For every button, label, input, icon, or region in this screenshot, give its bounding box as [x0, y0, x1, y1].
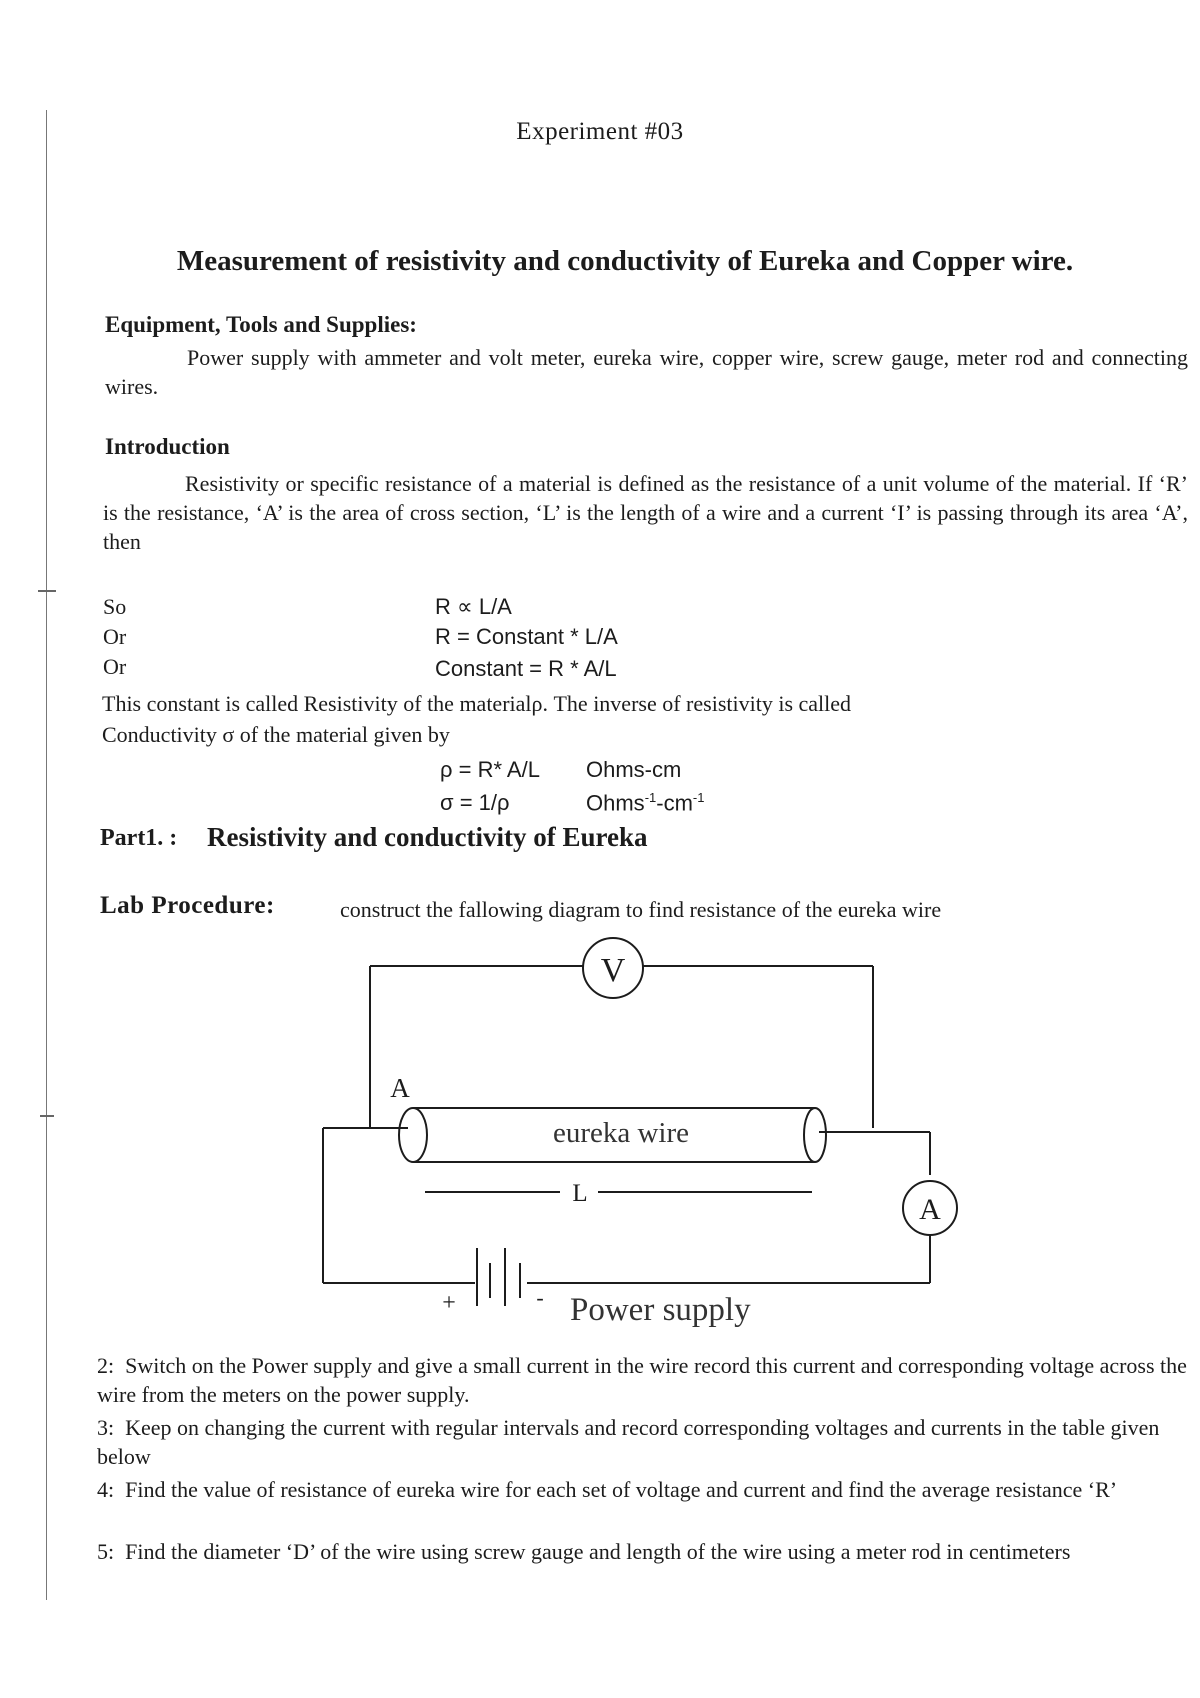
resistivity-formula: ρ = R* A/L — [440, 757, 540, 782]
part1-label: Part1. : — [100, 825, 178, 851]
step-text: Keep on changing the current with regular intervals and record corresponding voltages and currents in the table given below — [97, 1415, 1160, 1469]
relation-word: So — [103, 594, 127, 619]
experiment-number: Experiment #03 — [516, 118, 684, 145]
relation-word: Or — [103, 654, 127, 679]
lab-procedure-text: construct the fallowing diagram to find resistance of the eureka wire — [340, 897, 942, 922]
step-number: 2: — [97, 1353, 115, 1378]
eureka-wire-end — [804, 1108, 826, 1162]
equipment-text-content: Power supply with ammeter and volt meter, eureka wire, copper wire, screw gauge, meter rod and connecting wires. — [105, 345, 1188, 399]
constant-text-line1: This constant is called Resistivity of the materialρ. The inverse of resistivity is called — [102, 691, 852, 716]
page-title: Measurement of resistivity and conductivity of Eureka and Copper wire. — [176, 245, 1074, 277]
step-text: Find the diameter ‘D’ of the wire using screw gauge and length of the wire using a meter rod in centimeters — [125, 1539, 1071, 1564]
unit-base: -cm — [656, 790, 693, 816]
conductivity-formula: σ = 1/ρ — [440, 790, 510, 815]
length-label: L — [572, 1180, 588, 1207]
constant-text-line2: Conductivity σ of the material given by — [102, 722, 450, 747]
unit-superscript: -1 — [692, 790, 705, 805]
node-label: A — [390, 1073, 410, 1103]
power-supply-label: Power supply — [570, 1292, 751, 1328]
unit-superscript: -1 — [644, 790, 657, 805]
unit-base: Ohms — [586, 790, 645, 816]
relation-word: Or — [103, 624, 127, 649]
step-text: Switch on the Power supply and give a small current in the wire record this current and corresponding voltage across the wire from the meters on the power supply. — [97, 1353, 1187, 1407]
step-text: Find the value of resistance of eureka wire for each set of voltage and current and find the average resistance ‘R’ — [125, 1477, 1118, 1502]
equipment-heading: Equipment, Tools and Supplies: — [105, 312, 417, 337]
relation-formula: R = Constant * L/A — [435, 624, 618, 649]
step-number: 5: — [97, 1539, 115, 1564]
part1-heading: Resistivity and conductivity of Eureka — [207, 822, 648, 852]
relation-formula: R ∝ L/A — [435, 594, 512, 619]
procedure-step — [97, 1413, 1187, 1471]
ammeter-label: A — [919, 1193, 941, 1226]
introduction-heading: Introduction — [105, 434, 230, 459]
voltmeter-label: V — [600, 952, 626, 989]
resistivity-unit: Ohms-cm — [586, 757, 682, 782]
step-number: 4: — [97, 1477, 115, 1502]
introduction-text-content: Resistivity or specific resistance of a material is defined as the resistance of a unit volume of the material. If ‘R’ is the resistance, ‘A’ is the area of cross section, ‘L’ is the length of a wire and a current ‘I’ is passing through its area ‘A’, then — [103, 471, 1188, 554]
lab-procedure-label: Lab Procedure: — [100, 892, 275, 919]
relation-formula: Constant = R * A/L — [435, 656, 617, 681]
procedure-step — [97, 1351, 1187, 1409]
procedure-step — [97, 1475, 1187, 1504]
eureka-wire-end — [399, 1108, 427, 1162]
step-number: 3: — [97, 1415, 115, 1440]
battery-plus-label: + — [442, 1290, 456, 1316]
procedure-step — [97, 1537, 1187, 1566]
eureka-wire-label: eureka wire — [552, 1117, 690, 1149]
battery-minus-label: - — [536, 1285, 544, 1310]
